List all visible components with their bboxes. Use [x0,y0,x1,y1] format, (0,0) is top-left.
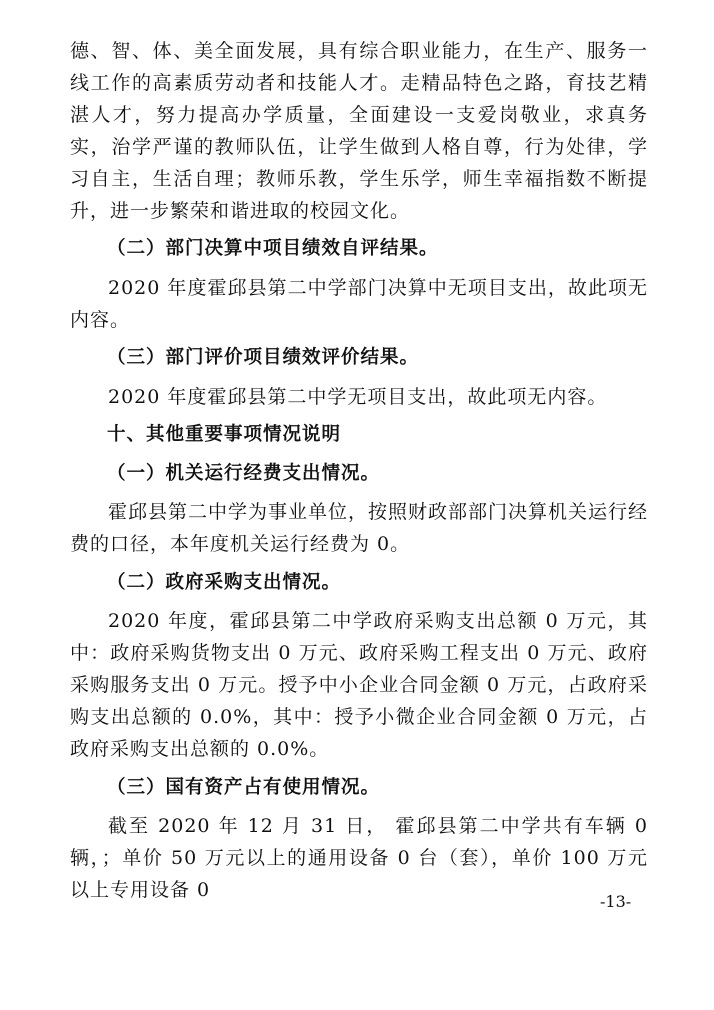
paragraph-state-assets: 截至 2020 年 12 月 31 日， 霍邱县第二中学共有车辆 0 辆，；单价 50 万元以上的通用设备 0 台（套），单价 100 万元以上专用设备 0 [70,815,648,901]
paragraph-government-procurement: 2020 年度，霍邱县第二中学政府采购支出总额 0 万元，其中：政府采购货物支出 0 万元、政府采购工程支出 0 万元、政府采购服务支出 0 万元。授予中小企业合同金额 0 万元，占政府采购支出总额的 0.0%，其中：授予小微企业合同金额 0 万元，占政府采购支出总额的 0.0%。 [70,610,648,760]
paragraph-intro: 德、智、体、美全面发展，具有综合职业能力，在生产、服务一线工作的高素质劳动者和技能人才。走精品特色之路，育技艺精湛人才，努力提高办学质量，全面建设一支爱岗敬业，求真务实，治学严谨的教师队伍，让学生做到人格自尊，行为处律，学习自主，生活自理；教师乐教，学生乐学，师生幸福指数不断提升，进一步繁荣和谐进取的校园文化。 [70,40,648,222]
heading-other-important-matters: 十、其他重要事项情况说明 [107,424,342,445]
heading-project-self-evaluation: （二）部门决算中项目绩效自评结果。 [107,238,439,259]
paragraph-operating-expenses: 霍邱县第二中学为事业单位，按照财政部部门决算机关运行经费的口径，本年度机关运行经费为 0。 [70,501,649,555]
page-number: -13- [600,892,632,911]
paragraph-department-evaluation: 2020 年度霍邱县第二中学无项目支出，故此项无内容。 [108,385,608,408]
heading-department-evaluation: （三）部门评价项目绩效评价结果。 [107,347,420,368]
heading-state-assets: （三）国有资产占有使用情况。 [107,776,381,798]
heading-government-procurement: （二）政府采购支出情况。 [107,571,342,593]
document-body [70,35,648,913]
heading-operating-expenses: （一）机关运行经费支出情况。 [107,462,381,484]
paragraph-project-self-evaluation: 2020 年度霍邱县第二中学部门决算中无项目支出，故此项无内容。 [70,276,648,331]
